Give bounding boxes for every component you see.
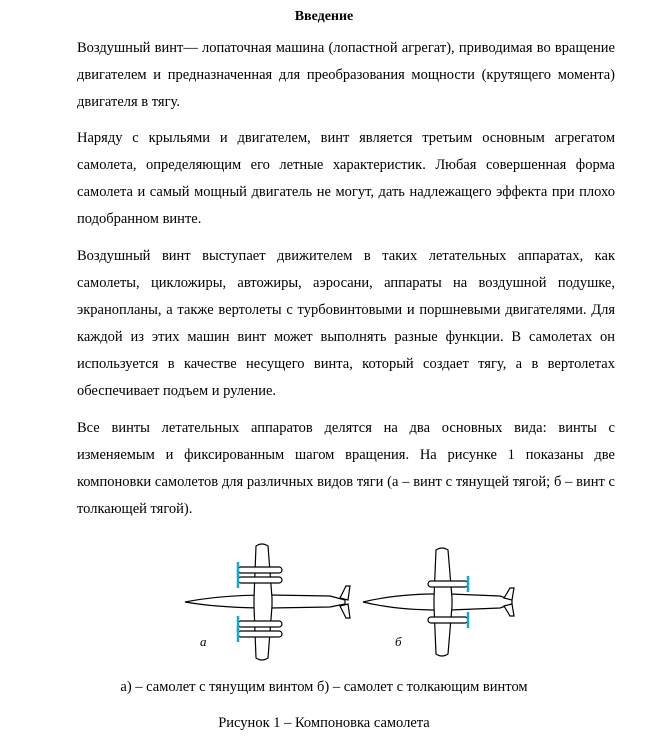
- figure-label-a: а: [200, 634, 207, 649]
- figure-caption: Рисунок 1 – Компоновка самолета: [218, 715, 430, 731]
- figure-subcaption: а) – самолет с тянущим винтом б) – самолет с толкающим винтом: [120, 679, 528, 695]
- page-title: Введение: [294, 9, 354, 24]
- paragraph-4: Все винты летательных аппаратов делятся на два основных вида: винты с изменяемым и фиксированным шагом вращения. На рисунке 1 показаны две компоновки самолетов для различных видов тяги (а – винт с тянущей тягой; б – винт с толкающей тягой).: [77, 420, 615, 517]
- paragraph-2: Наряду с крыльями и двигателем, винт является третьим основным агрегатом самолета, определяющим его летные характеристик. Любая совершенная форма самолета и самый мощный двигатель не могут, дать надлежащего эффекта при плохо подобранном винте.: [77, 130, 615, 227]
- figure-label-b: б: [395, 634, 402, 649]
- paragraph-3: Воздушный винт выступает движителем в таких летательных аппаратах, как самолеты, цикложиры, автожиры, аэросани, аппараты на воздушной подушке, экранопланы, а также вертолеты с турбовинтовыми и поршневыми двигателями. Для каждой из этих машин винт может выполнять разные функции. В самолетах он используется в качестве несущего винта, который создает тягу, а в вертолетах обеспечивает подъем и руление.: [77, 248, 615, 399]
- paragraph-1: Воздушный винт— лопаточная машина (лопастной агрегат), приводимая во вращение двигателем и предназначенная для преобразования мощности (крутящего момента) двигателя в тягу.: [77, 40, 615, 110]
- aircraft-pusher-illustration: [363, 548, 514, 656]
- aircraft-tractor-illustration: [185, 544, 350, 660]
- aircraft-layout-figure: [180, 540, 540, 662]
